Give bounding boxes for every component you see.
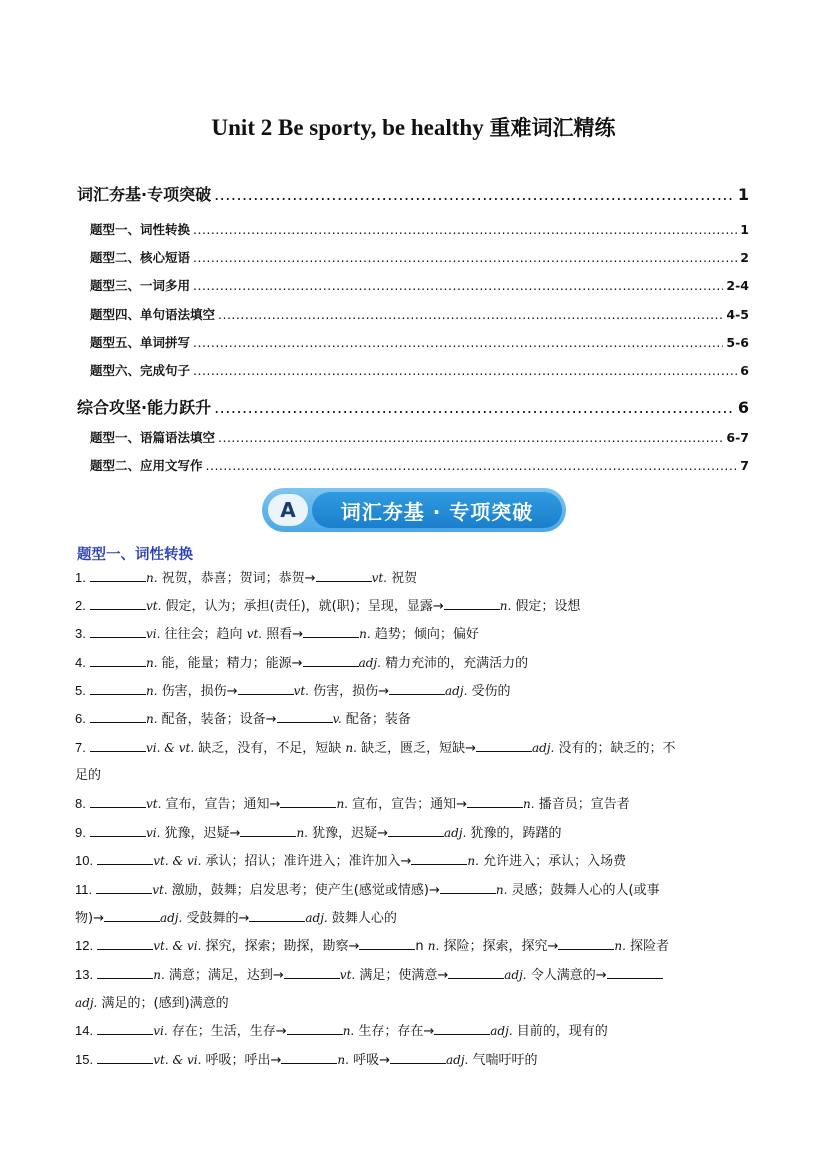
answer-blank[interactable] — [90, 567, 146, 582]
part-of-speech: vi. — [145, 627, 161, 641]
part-of-speech: adj. — [445, 684, 468, 698]
toc-label: 题型三、一词多用 — [90, 278, 191, 293]
part-of-speech: adj. — [446, 1053, 469, 1067]
toc-leader-dots — [214, 185, 735, 204]
part-of-speech: vi. — [145, 826, 161, 840]
toc-leader-dots — [193, 222, 737, 237]
answer-blank[interactable] — [90, 623, 146, 638]
item-text: 生存；存在→ — [354, 1024, 435, 1039]
item-number: 7. — [75, 740, 86, 755]
part-of-speech: vt. — [145, 599, 162, 613]
part-of-speech: n. — [427, 939, 440, 953]
exercise-item — [75, 790, 755, 819]
part-of-speech: n. — [153, 968, 165, 982]
toc-entry[interactable] — [90, 248, 749, 266]
exercise-item — [75, 734, 755, 763]
answer-blank[interactable] — [303, 623, 359, 638]
banner-letter: A — [268, 494, 308, 526]
toc-page: 6 — [740, 363, 749, 378]
exercise-item — [75, 592, 755, 621]
answer-blank[interactable] — [284, 964, 340, 979]
answer-blank[interactable] — [316, 567, 372, 582]
answer-blank[interactable] — [90, 680, 146, 695]
exercise-item — [75, 989, 755, 1018]
exercise-item — [75, 932, 755, 961]
toc-label: 题型一、词性转换 — [90, 222, 191, 237]
part-of-speech: n. — [296, 826, 308, 840]
exercise-item — [75, 876, 755, 905]
answer-blank[interactable] — [90, 708, 146, 723]
answer-blank[interactable] — [104, 907, 160, 922]
page-title — [0, 112, 827, 142]
item-number: 13. — [75, 967, 94, 982]
answer-blank[interactable] — [434, 1020, 490, 1035]
toc-label: 题型二、核心短语 — [90, 250, 191, 265]
toc-entry[interactable] — [90, 220, 749, 238]
item-text: 精力充沛的，充满活力的 — [380, 656, 529, 671]
part-of-speech: adj. — [532, 741, 555, 755]
answer-blank[interactable] — [90, 652, 146, 667]
toc-leader-dots — [206, 458, 738, 473]
item-text: 激励，鼓舞；启发思考；使产生(感觉或情感)→ — [167, 883, 440, 898]
part-of-speech: v. — [332, 712, 342, 726]
toc-label: 题型四、单句语法填空 — [90, 307, 216, 322]
item-text: 鼓舞人心的 — [327, 911, 397, 926]
item-text: 气喘吁吁的 — [468, 1053, 538, 1068]
toc-page: 5-6 — [726, 335, 749, 350]
item-text: 探险；探索，探究→ — [439, 939, 559, 954]
answer-blank[interactable] — [97, 850, 153, 865]
exercise-item — [75, 961, 755, 990]
item-text: 犹豫的，踌躇的 — [466, 826, 562, 841]
item-text: 足的 — [75, 768, 102, 783]
toc-label: 词汇夯基·专项突破 — [77, 185, 212, 204]
part-of-speech: adj. — [504, 968, 527, 982]
item-text: 承认；招认；准许进入；准许加入→ — [201, 854, 412, 869]
item-text: 配备，装备；设备→ — [157, 712, 277, 727]
item-text: 趋势；倾向；偏好 — [370, 627, 479, 642]
toc-page: 6-7 — [726, 430, 749, 445]
item-text: 假定；设想 — [511, 599, 581, 614]
toc-entry[interactable] — [90, 456, 749, 474]
part-of-speech: vt. — [145, 797, 162, 811]
item-text: 令人满意的→ — [526, 968, 607, 983]
item-text: 假定，认为；承担(责任)，就(职)；呈现，显露→ — [161, 599, 444, 614]
toc-label: 题型二、应用文写作 — [90, 458, 203, 473]
item-text: 祝贺 — [386, 571, 418, 586]
answer-blank[interactable] — [240, 822, 296, 837]
part-of-speech: vt. — [339, 968, 356, 982]
toc-entry[interactable] — [90, 361, 749, 379]
exercise-item — [75, 819, 755, 848]
item-text: 宣布，宣告；通知→ — [161, 797, 281, 812]
answer-blank[interactable] — [476, 737, 532, 752]
toc-page: 4-5 — [726, 307, 749, 322]
answer-blank[interactable] — [90, 793, 146, 808]
exercise-item — [75, 762, 755, 790]
answer-blank[interactable] — [607, 964, 663, 979]
answer-blank[interactable] — [249, 907, 305, 922]
item-number: 2. — [75, 598, 86, 613]
item-text: 满足的；(感到)满意的 — [97, 996, 229, 1011]
item-text: 祝贺，恭喜；贺词；恭贺→ — [157, 571, 316, 586]
part-of-speech: vt. & vi. — [153, 939, 202, 953]
part-of-speech: n. — [145, 712, 158, 726]
item-text: 物)→ — [75, 911, 104, 926]
part-of-speech: adj. — [305, 911, 328, 925]
part-of-speech: vt. & vi. — [153, 1053, 202, 1067]
part-of-speech: adj. — [159, 911, 183, 925]
toc-page: 1 — [737, 185, 749, 204]
answer-blank[interactable] — [359, 935, 415, 950]
answer-blank[interactable] — [281, 1049, 337, 1064]
toc-leader-dots — [193, 363, 737, 378]
answer-blank[interactable] — [287, 1020, 343, 1035]
answer-blank[interactable] — [280, 793, 336, 808]
item-text: 伤害，损伤→ — [157, 684, 238, 699]
exercise-item — [75, 564, 755, 593]
item-text: 满足；使满意→ — [355, 968, 449, 983]
item-text: n — [415, 939, 428, 954]
item-text: 允许进入；承认；入场费 — [478, 854, 627, 869]
toc-entry[interactable] — [90, 276, 749, 294]
answer-blank[interactable] — [558, 935, 614, 950]
answer-blank[interactable] — [440, 879, 496, 894]
answer-blank[interactable] — [303, 652, 359, 667]
part-of-speech: adj. — [358, 656, 381, 670]
part-of-speech: vt. — [371, 571, 387, 585]
title-chinese: 重难词汇精练 — [489, 116, 616, 140]
item-text: 能，能量；精力；能源→ — [157, 656, 303, 671]
toc-page: 7 — [740, 458, 749, 473]
part-of-speech: adj. — [75, 996, 98, 1010]
item-text: 满意；满足，达到→ — [164, 968, 284, 983]
item-text: 目前的，现有的 — [512, 1024, 608, 1039]
part-of-speech: n. — [342, 1024, 355, 1038]
item-text: 没有的；缺乏的；不 — [554, 741, 676, 756]
toc-label: 题型一、语篇语法填空 — [90, 430, 216, 445]
item-number: 14. — [75, 1023, 94, 1038]
part-of-speech: adj. — [490, 1024, 513, 1038]
toc-entry[interactable] — [90, 305, 749, 323]
toc-entry[interactable] — [77, 182, 749, 205]
exercise-item — [75, 904, 755, 933]
part-of-speech: vt. — [246, 627, 263, 641]
toc-entry[interactable] — [77, 395, 749, 418]
part-of-speech: adj. — [444, 826, 467, 840]
part-of-speech: n. — [337, 1053, 349, 1067]
section-banner — [262, 488, 566, 532]
part-of-speech: vt. & vi. — [153, 854, 202, 868]
toc-entry[interactable] — [90, 428, 749, 446]
item-text: 受伤的 — [467, 684, 511, 699]
part-of-speech: vi. & vt. — [145, 741, 195, 755]
item-text: 呼吸；呼出→ — [201, 1053, 282, 1068]
item-text: 播音员；宣告者 — [534, 797, 630, 812]
item-text: 呼吸→ — [348, 1053, 390, 1068]
toc-label: 题型六、完成句子 — [90, 363, 191, 378]
exercise-item — [75, 620, 755, 649]
exercise-item — [75, 847, 755, 876]
item-text: 照看→ — [262, 627, 304, 642]
item-number: 11. — [75, 882, 93, 897]
answer-blank[interactable] — [90, 822, 146, 837]
part-of-speech: vt. — [293, 684, 309, 698]
item-text: 缺乏，没有，不足，短缺 — [194, 741, 346, 756]
item-text: 配备；装备 — [341, 712, 411, 727]
part-of-speech: vi. — [153, 1024, 168, 1038]
item-text: 犹豫，迟疑→ — [308, 826, 389, 841]
part-of-speech: n. — [523, 797, 535, 811]
answer-blank[interactable] — [388, 822, 444, 837]
item-text: 伤害，损伤→ — [308, 684, 390, 699]
exercise-item — [75, 705, 755, 734]
answer-blank[interactable] — [96, 879, 152, 894]
toc-leader-dots — [193, 250, 737, 265]
answer-blank[interactable] — [467, 793, 523, 808]
item-number: 6. — [75, 711, 86, 726]
section-heading: 题型一、词性转换 — [77, 547, 193, 563]
toc-leader-dots — [218, 307, 723, 322]
answer-blank[interactable] — [444, 595, 500, 610]
exercise-item — [75, 677, 755, 706]
answer-blank[interactable] — [448, 964, 504, 979]
answer-blank[interactable] — [277, 708, 333, 723]
item-text: 灵感；鼓舞人心的人(或事 — [507, 883, 660, 898]
answer-blank[interactable] — [389, 680, 445, 695]
item-number: 1. — [75, 570, 86, 585]
toc-page: 2-4 — [726, 278, 749, 293]
banner-text: 词汇夯基 · 专项突破 — [312, 492, 562, 528]
item-number: 3. — [75, 626, 86, 641]
answer-blank[interactable] — [90, 595, 146, 610]
item-number: 8. — [75, 796, 86, 811]
toc-label: 综合攻坚·能力跃升 — [77, 398, 212, 417]
item-text: 探究，探索；勘探，勘察→ — [201, 939, 360, 954]
toc-page: 1 — [740, 222, 749, 237]
exercise-item — [75, 1046, 755, 1075]
answer-blank[interactable] — [390, 1049, 446, 1064]
exercise-item — [75, 649, 755, 678]
part-of-speech: n. — [467, 854, 479, 868]
part-of-speech: n. — [359, 627, 371, 641]
part-of-speech: n. — [145, 684, 158, 698]
toc-page: 2 — [740, 250, 749, 265]
item-number: 9. — [75, 825, 86, 840]
part-of-speech: n. — [336, 797, 348, 811]
item-text: 缺乏，匮乏，短缺→ — [356, 741, 476, 756]
item-text: 宣布，宣告；通知→ — [347, 797, 468, 812]
title-english: Unit 2 Be sporty, be healthy — [211, 115, 484, 140]
part-of-speech: n. — [145, 571, 158, 585]
item-text: 存在；生活，生存→ — [167, 1024, 287, 1039]
item-number: 4. — [75, 655, 86, 670]
toc-entry[interactable] — [90, 333, 749, 351]
item-text: 受鼓舞的→ — [182, 911, 250, 926]
item-text: 探险者 — [625, 939, 670, 954]
exercise-item — [75, 1017, 755, 1046]
answer-blank[interactable] — [97, 964, 153, 979]
answer-blank[interactable] — [97, 1020, 153, 1035]
toc-leader-dots — [218, 430, 723, 445]
answer-blank[interactable] — [97, 1049, 153, 1064]
item-number: 15. — [75, 1052, 94, 1067]
toc-page: 6 — [737, 398, 749, 417]
answer-blank[interactable] — [97, 935, 153, 950]
toc-label: 题型五、单词拼写 — [90, 335, 191, 350]
answer-blank[interactable] — [238, 680, 294, 695]
part-of-speech: vt. — [152, 883, 168, 897]
item-text: 往往会；趋向 — [160, 627, 247, 642]
part-of-speech: n. — [345, 741, 357, 755]
answer-blank[interactable] — [90, 737, 146, 752]
item-text: 犹豫，迟疑→ — [160, 826, 241, 841]
part-of-speech: n. — [145, 656, 158, 670]
part-of-speech: n. — [495, 883, 508, 897]
toc-leader-dots — [193, 335, 723, 350]
answer-blank[interactable] — [411, 850, 467, 865]
toc-leader-dots — [214, 398, 735, 417]
item-number: 5. — [75, 683, 86, 698]
toc-leader-dots — [193, 278, 723, 293]
item-number: 10. — [75, 853, 94, 868]
part-of-speech: n. — [614, 939, 626, 953]
part-of-speech: n. — [499, 599, 512, 613]
item-number: 12. — [75, 938, 94, 953]
